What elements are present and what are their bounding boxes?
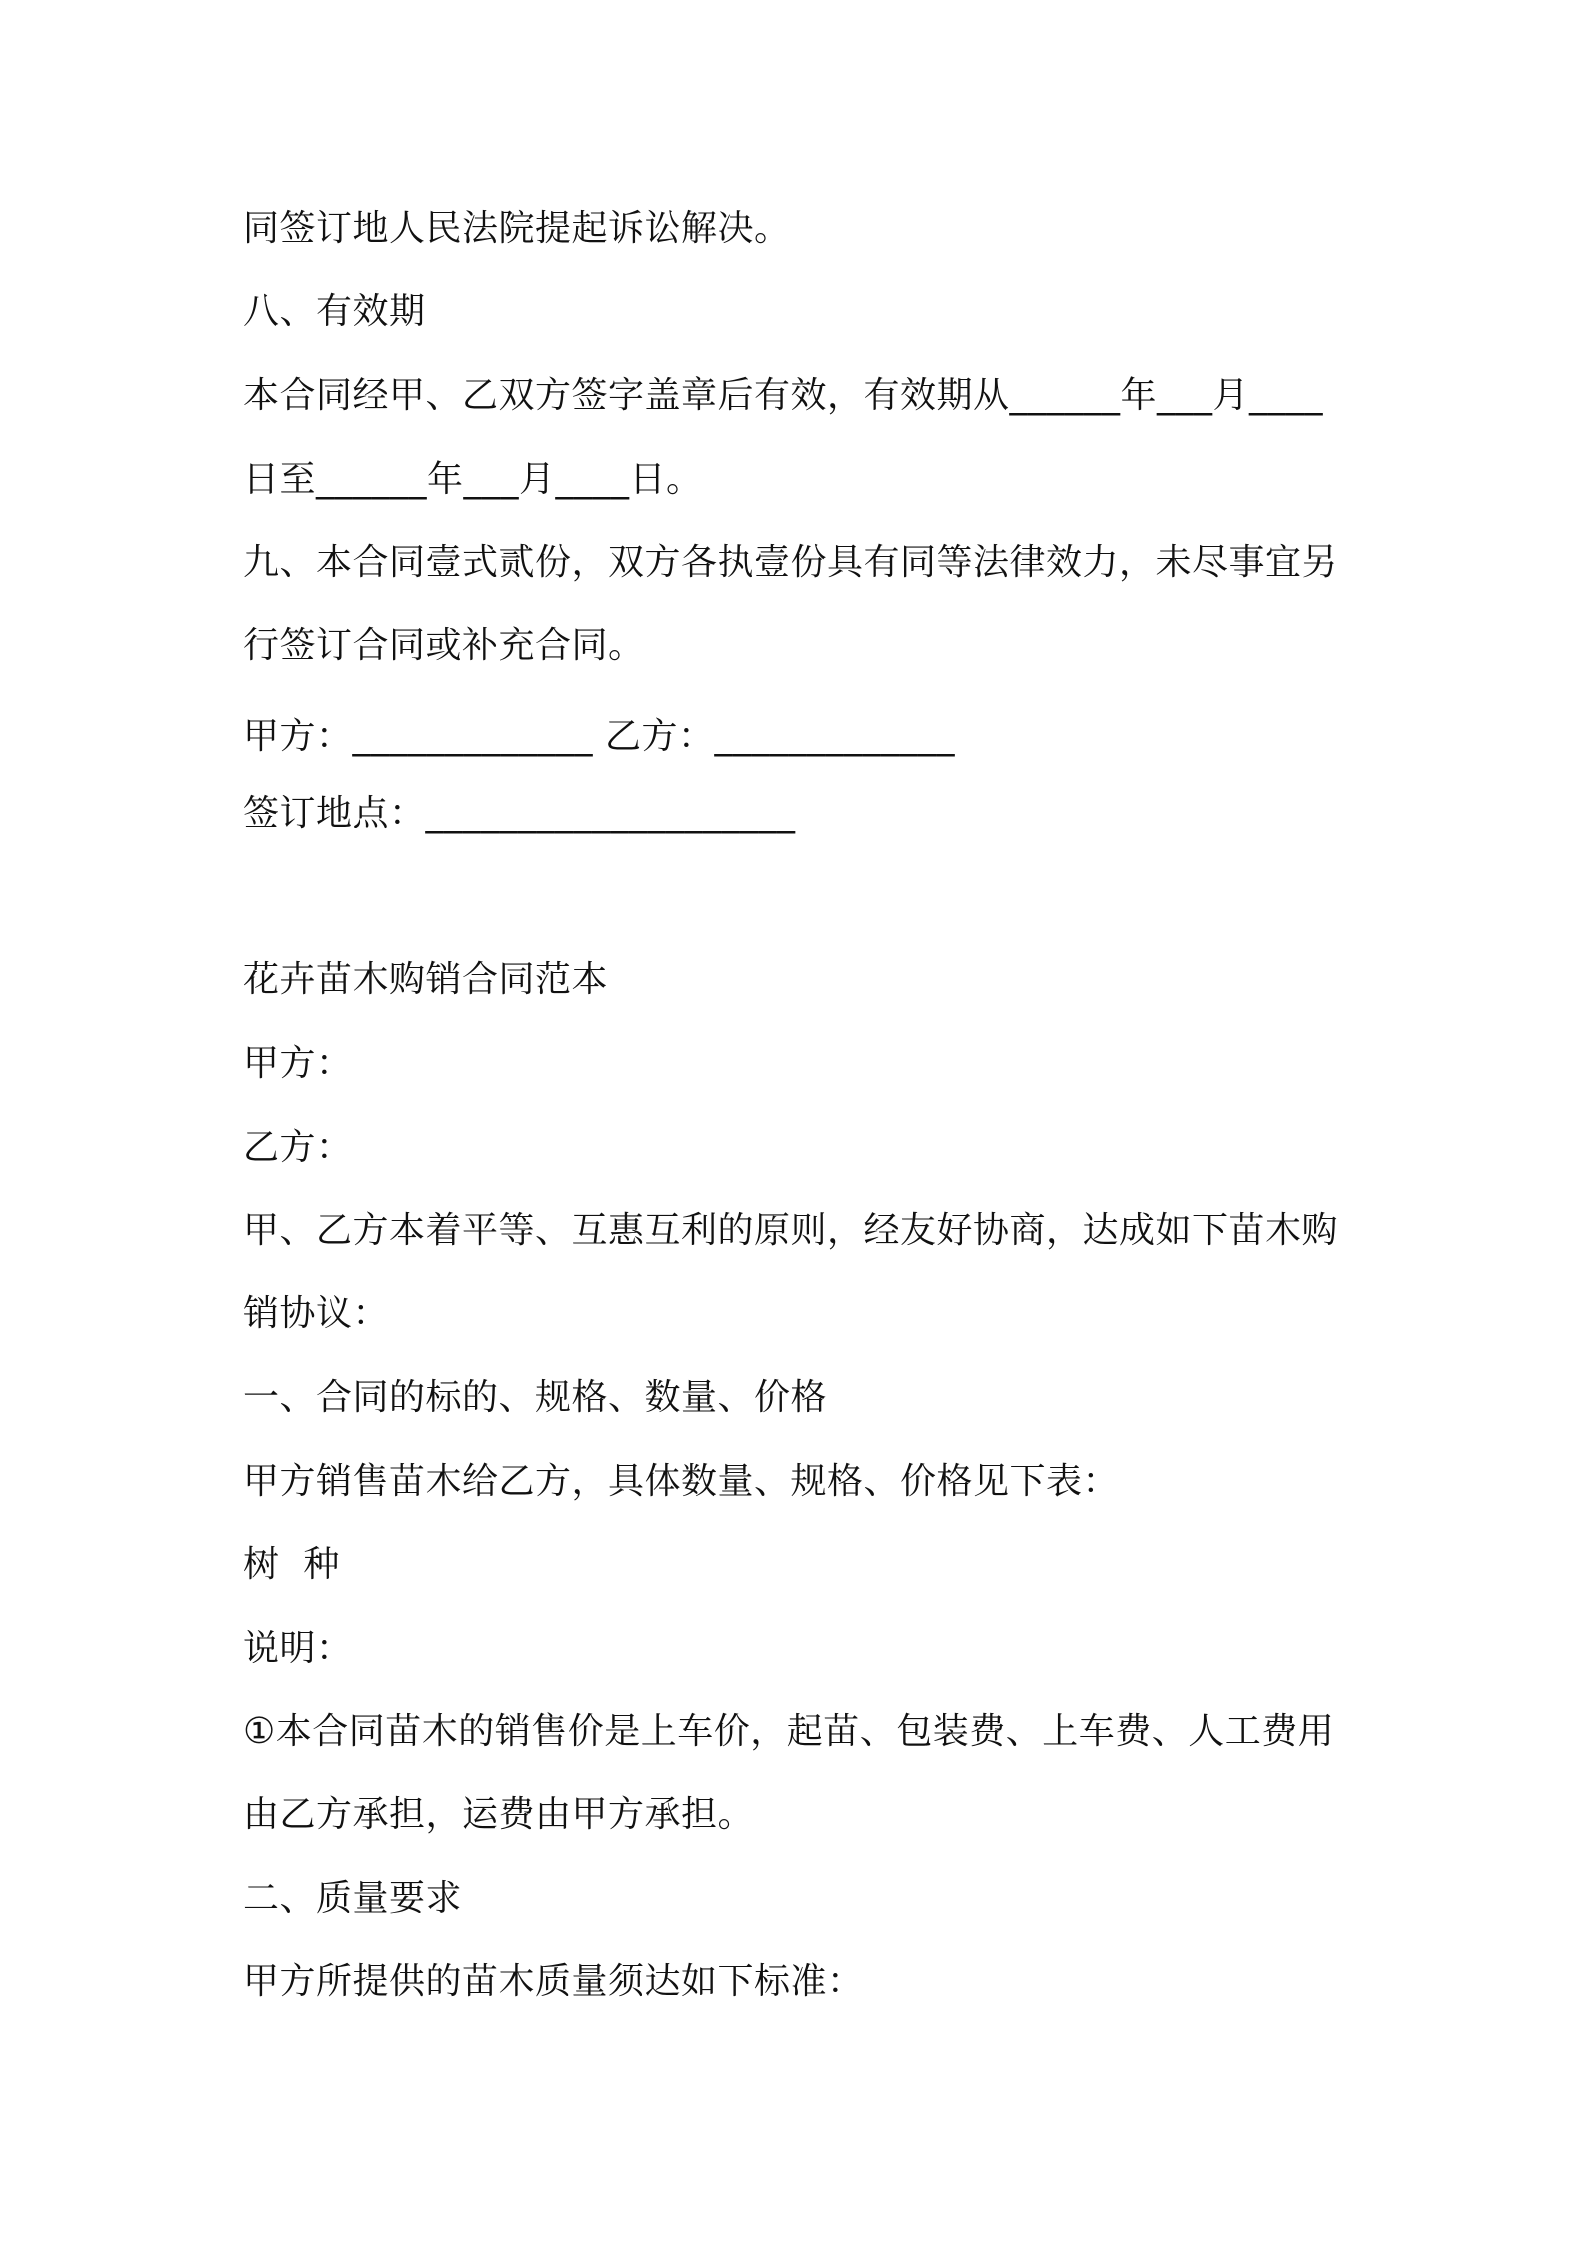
text-line-signing-place: 签订地点：____________________ xyxy=(243,793,796,834)
section-heading-subject: 一、合同的标的、规格、数量、价格 xyxy=(243,1377,828,1418)
section-heading-copies: 九、本合同壹式贰份，双方各执壹份具有同等法律效力，未尽事宜另 xyxy=(243,542,1339,583)
section-heading-validity: 八、有效期 xyxy=(243,291,426,332)
text-line-quality-standard: 甲方所提供的苗木质量须达如下标准： xyxy=(243,1961,864,2002)
text-line-copies-cont: 行签订合同或补充合同。 xyxy=(243,625,645,666)
text-line-intro-cont: 销协议： xyxy=(243,1293,390,1334)
text-line-party-b: 乙方： xyxy=(243,1127,353,1168)
text-line-intro: 甲、乙方本着平等、互惠互利的原则，经友好协商，达成如下苗木购 xyxy=(243,1210,1339,1251)
text-line-note-price-cont: 由乙方承担，运费由甲方承担。 xyxy=(243,1794,755,1835)
text-line-notes: 说明： xyxy=(243,1628,353,1669)
text-line-party-a: 甲方： xyxy=(243,1043,353,1084)
text-line-validity-period: 本合同经甲、乙双方签字盖章后有效，有效期从______年___月____ xyxy=(243,375,1324,416)
text-line-validity-end: 日至______年___月____日。 xyxy=(243,459,703,500)
text-line-note-price: ①本合同苗木的销售价是上车价，起苗、包装费、上车费、人工费用 xyxy=(243,1711,1335,1752)
text-line-dispute-resolution: 同签订地人民法院提起诉讼解决。 xyxy=(243,208,791,249)
text-line-sale: 甲方销售苗木给乙方，具体数量、规格、价格见下表： xyxy=(243,1461,1120,1502)
text-line-signatures: 甲方：_____________ 乙方：_____________ xyxy=(243,716,955,757)
text-line-tree-species: 树 种 xyxy=(243,1544,340,1585)
section-heading-quality: 二、质量要求 xyxy=(243,1878,463,1919)
document-title: 花卉苗木购销合同范本 xyxy=(243,959,609,1000)
